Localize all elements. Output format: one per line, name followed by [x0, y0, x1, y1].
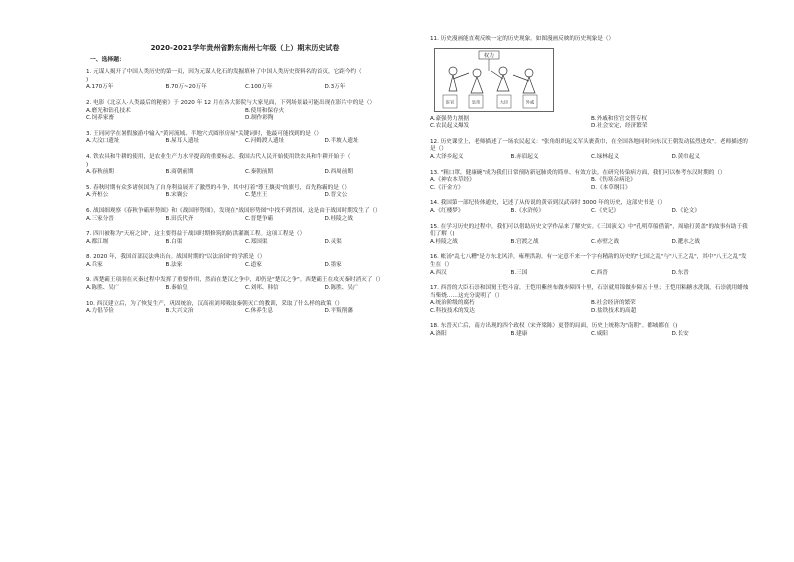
option-c: C.饲养家畜	[86, 115, 115, 122]
option-c: C.农民起义爆发	[430, 123, 470, 130]
question-6	[86, 208, 404, 228]
option-a: A.都江堰	[86, 238, 109, 245]
right-column	[430, 36, 752, 342]
option-b: B.社会经济的繁荣	[591, 300, 636, 307]
option-a: A.力倡节俭	[86, 308, 114, 315]
option-c: C.绿林起义	[591, 153, 620, 160]
question-stem: 15. 在学习历史的过程中，我们可以借助历史文学作品来了解史实。《三国演义》中"孔明草船借箭"，周瑜打黄盖"的故事有助于我们了解（)	[430, 223, 748, 238]
question-options	[86, 262, 404, 270]
question-options	[86, 285, 404, 293]
question-13	[430, 170, 752, 198]
option-d: D.平叛削藩	[324, 308, 353, 315]
option-d: D.灵渠	[324, 238, 342, 245]
label-emperor: 皇帝	[471, 99, 481, 105]
option-b: B.宋襄公	[165, 192, 188, 199]
question-stem: 11. 历史漫画能直观反映一定的历史现象。如图漫画反映的历史现象是（）	[430, 36, 615, 42]
cartoon-illustration	[435, 49, 553, 111]
option-d: D.《论文》	[671, 207, 700, 214]
option-b: B.外戚和宦官交替专权	[591, 115, 647, 122]
option-a: A.大泽乡起义	[430, 153, 464, 160]
option-a: A.豪强势力割据	[430, 115, 470, 122]
question-stem: 4. 铁农具和牛耕的使用，是农业生产力水平提高的重要标志。我国古代人民开始使用铁农具和牛耕开始于（ )	[86, 153, 351, 168]
option-c: C.道家	[245, 261, 262, 268]
option-b: B.法家	[165, 261, 183, 268]
power-label: 权力	[483, 52, 495, 59]
question-stem: 10. 西汉建立后，为了恢复生产，巩固统治，汉高祖刘邦吸取秦朝灭亡的教训，采取了什么样的政策（）	[86, 300, 343, 307]
option-d: D.《本草纲目》	[591, 184, 631, 191]
label-eunuch: 宦官	[445, 99, 455, 105]
option-c: C.《汗金方》	[430, 184, 464, 191]
option-b: B.使用和保存火	[245, 107, 285, 114]
option-a: A.洛阳	[430, 331, 447, 338]
option-b: B.田氏代齐	[165, 215, 194, 222]
question-stem: 3. 王同同学在暑假旅游中输入"黄河流域、半地穴式圆形房屋"关键词时，他最可能找到的是（）	[86, 130, 323, 137]
option-b: B.赤眉起义	[510, 153, 539, 160]
option-b: B.建康	[510, 331, 528, 338]
option-a: A.兵家	[86, 261, 103, 268]
question-options	[86, 169, 404, 177]
question-stem: 8. 2020 年，我国首部民法典出台。战国时期的"以法治国"的学派是（）	[86, 254, 266, 261]
question-stem: 2. 电影《北京人·人类最后的秘密》于 2020 年 12 月在各大影院与大家见面，下列场景最可能出现在影片中的是（）	[86, 99, 376, 106]
option-a: A.《红楼梦》	[430, 207, 464, 214]
option-d: D.长安	[671, 331, 689, 338]
option-a: A.《神农本草经》	[430, 177, 475, 184]
option-d: D.制作彩陶	[245, 115, 274, 122]
question-options	[86, 192, 404, 200]
option-b: B.秦始皇	[165, 285, 188, 292]
figure-head	[449, 67, 457, 75]
question-stem: 9. 西楚霸王项羽在灭秦过程中发挥了重要作用，然而在楚汉之争中，却仍是"楚汉之争"。西楚霸王在攻灭秦时消灭了（）	[86, 277, 384, 284]
question-8	[86, 254, 404, 274]
question-options	[430, 270, 752, 278]
option-b: B.屋耳人遗址	[165, 138, 200, 145]
question-options	[430, 331, 752, 339]
option-c: C.《史记》	[591, 207, 620, 214]
question-9	[86, 277, 404, 297]
exam-title: 2020-2021学年贵州省黔东南州七年级（上）期末历史试卷	[150, 44, 340, 52]
option-b: B.商朝前期	[165, 169, 194, 176]
cartoon-figure	[434, 48, 554, 112]
option-d: D.黄巾起义	[671, 153, 700, 160]
option-a: A.齐桓公	[86, 192, 109, 199]
option-c: C.郑国渠	[245, 238, 268, 245]
option-d: D.桂陵之战	[324, 215, 353, 222]
question-options	[86, 308, 404, 316]
question-14	[430, 200, 752, 220]
option-d: D.社会安定，经济繁荣	[591, 123, 648, 130]
question-1	[86, 69, 404, 97]
question-stem: 13. "粗口罩，健康碗"成为我们日常预防新冠肺炎的简单、有效方法。在研究传染病方面，我们可以参考东汉时期的（）	[430, 169, 726, 176]
option-c: C.河姆渡人遗址	[245, 138, 285, 145]
option-a: A.陈胜、吴广	[86, 285, 120, 292]
question-options	[86, 216, 404, 224]
option-a: A.大汶口遗址	[86, 138, 120, 145]
option-a: A.春秋前期	[86, 169, 114, 176]
option-b: B.白渠	[165, 238, 183, 245]
question-11	[430, 36, 752, 136]
question-stem: 7. 四川被称为"天府之国"，这主要得益于战国时期修筑的防洪灌溉工程。这项工程是（）	[86, 231, 306, 238]
question-options	[430, 154, 752, 162]
question-options	[86, 138, 404, 146]
question-options	[430, 116, 752, 131]
question-2	[86, 100, 404, 128]
option-c: C.科技技术的发达	[430, 307, 475, 314]
question-10	[86, 301, 404, 316]
question-stem: 16. 帐汤"乱七八糟"是方东北风洋，雍理洪韵。有一定意不来一个字有精韵的历史的"七国之乱"与"八王之乱"，其中"八王之乱"发生在（）	[430, 254, 747, 268]
question-options	[430, 300, 752, 315]
option-a: A.三家分晋	[86, 215, 114, 222]
question-4	[86, 154, 404, 182]
question-options	[86, 239, 404, 247]
question-stem: 17. 西晋的大臣石崇和国舅王恺斗富，王恺用紫丝布做步障四十里，石崇就用锦做步障五十里；王恺用粘糖水洗锅，石崇就用蜡烛当柴烧……这充分说明了（）	[430, 285, 749, 299]
option-a: A.统治阶级的腐朽	[430, 300, 475, 307]
question-options	[86, 84, 404, 92]
option-d: D.半坡人遗址	[324, 138, 359, 145]
question-stem: 14. 我国第一部纪传体通史，记述了从传说的黄帝到汉武帝时 3000 年的历史，这部史书是（）	[430, 200, 666, 207]
option-c: C.咸阳	[591, 331, 608, 338]
option-a: A.桂陵之战	[430, 238, 458, 245]
option-c: C.秦朝前期	[245, 169, 274, 176]
section-heading: 一、选择题：	[90, 56, 125, 63]
option-d: D.淝水之战	[671, 238, 700, 245]
option-d: D.盐铁技术的高超	[591, 307, 637, 314]
question-16	[430, 254, 752, 282]
question-17	[430, 285, 752, 320]
option-d: D.晋文公	[324, 192, 348, 199]
left-column	[86, 36, 404, 319]
option-a: A.西汉	[430, 269, 447, 276]
question-7	[86, 231, 404, 251]
question-options	[430, 208, 752, 216]
option-d: D.西周前期	[324, 169, 353, 176]
question-options	[430, 177, 752, 192]
option-c: C.楚庄王	[245, 192, 268, 199]
question-stem: 1. 元谋人揭开了中国人类历史的第一页，因为元谋人化石的发掘填补了中国人类历史资料名的首页，它距今约（ )	[86, 69, 362, 83]
option-c: C.刘邦、韩信	[245, 285, 279, 292]
option-d: D.陈胜、吴广	[324, 285, 359, 292]
option-b: B.大兴文治	[165, 308, 194, 315]
question-3	[86, 131, 404, 151]
question-stem: 5. 春秋时期有众多诸侯国为了自身利益展开了激烈的斗争，其中打着"尊王攘夷"的旗号，首先称霸的是（）	[86, 184, 350, 191]
option-d: D.3万年	[324, 84, 346, 91]
question-15	[430, 224, 752, 252]
option-b: B.70万~20万年	[165, 84, 207, 91]
option-c: C.晋楚争霸	[245, 215, 274, 222]
option-a: A.磨光和钻孔技术	[86, 107, 131, 114]
question-stem: 6. 战国细观察《春秋争霸形势图》和《战国形势图》，发现在"战国形势图"中找不到晋国，这是由于战国时期发生了（）	[86, 207, 381, 214]
option-c: C.100万年	[245, 84, 273, 91]
option-c: C.西晋	[591, 269, 608, 276]
question-options	[430, 239, 752, 247]
question-stem: 12. 历史课堂上，老师描述了一场农民起义："张角组织起义军头裹黄巾，在全国各地同时向东汉王朝发动猛烈进攻"。老师描述的是（）	[430, 138, 748, 153]
option-c: C.休养生息	[245, 308, 274, 315]
question-18	[430, 323, 752, 338]
option-a: A.170万年	[86, 84, 114, 91]
option-b: B.三国	[510, 269, 528, 276]
option-b: B.《伤寒杂病论》	[591, 177, 636, 184]
option-c: C.赤壁之战	[591, 238, 620, 245]
option-d: D.东晋	[671, 269, 689, 276]
question-options	[86, 108, 404, 123]
label-minister: 大臣	[499, 99, 509, 105]
option-d: D.墨家	[324, 261, 342, 268]
label-consort-kin: 外戚	[525, 99, 535, 105]
option-b: B.《水浒传》	[510, 207, 545, 214]
question-5	[86, 185, 404, 205]
question-12	[430, 139, 752, 167]
option-b: B.官渡之战	[510, 238, 539, 245]
question-stem: 18. 东晋灭亡后，南方出现的四个政权（宋齐梁陈）更替的局面，历史上统称为"南朝"。都城都在（)	[430, 323, 678, 330]
